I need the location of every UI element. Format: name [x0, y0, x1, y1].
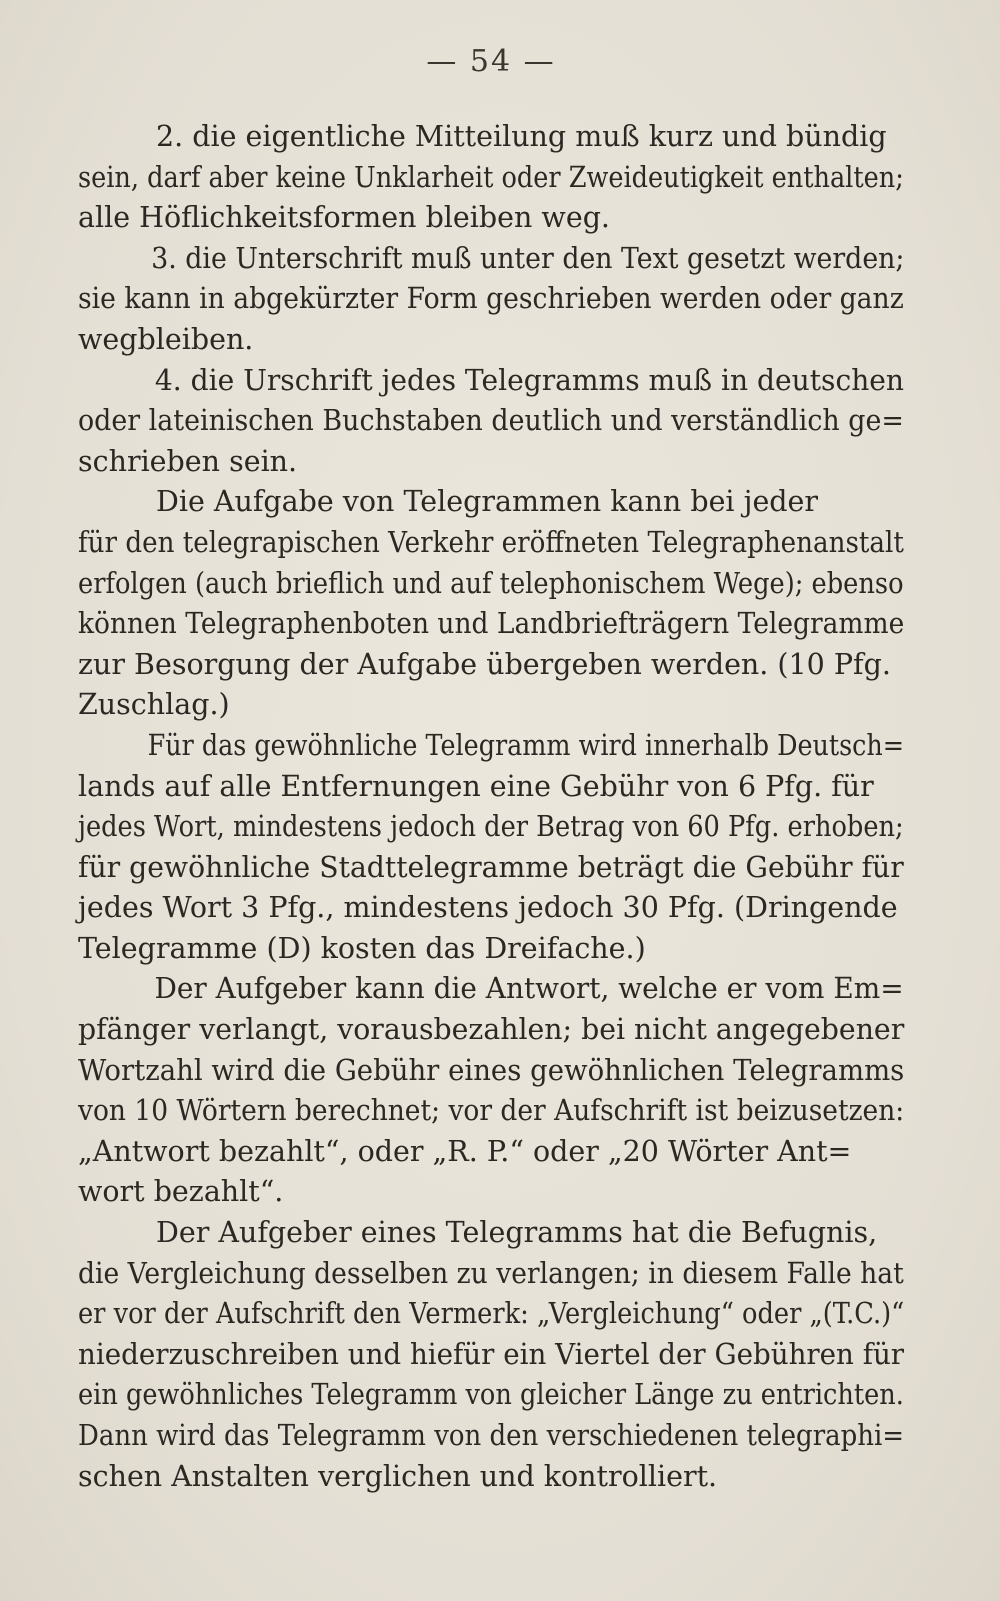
text-line: niederzuschreiben und hiefür ein Viertel der Gebühren für — [78, 1337, 905, 1371]
paragraph-comparison — [78, 1213, 904, 1497]
text-line: Die Aufgabe von Telegrammen kann bei jeder — [156, 485, 819, 519]
text-line: jedes Wort 3 Pfg., mindestens jedoch 30 Pfg. (Dringende — [78, 891, 898, 925]
text-line: können Telegraphenboten und Landbriefträgern Telegramme — [78, 607, 905, 641]
text-line: er vor der Aufschrift den Vermerk: „Vergleichung“ oder „(T.C.)“ — [78, 1297, 905, 1331]
page-number: — 54 — — [426, 44, 556, 79]
text-line: Der Aufgeber eines Telegramms hat die Befugnis, — [156, 1216, 878, 1250]
text-line: pfänger verlangt, vorausbezahlen; bei nicht angegebener — [78, 1013, 905, 1047]
text-line: wort bezahlt“. — [78, 1175, 284, 1209]
text-line: sein, darf aber keine Unklarheit oder Zweideutigkeit enthalten; — [78, 160, 904, 194]
text-line: ein gewöhnliches Telegramm von gleicher Länge zu entrichten. — [78, 1378, 904, 1412]
text-line: zur Besorgung der Aufgabe übergeben werden. (10 Pfg. — [78, 647, 891, 681]
paragraph-prepaid-reply — [78, 969, 904, 1213]
text-line: „Antwort bezahlt“, oder „R. P.“ oder „20 Wörter Ant= — [78, 1134, 852, 1168]
text-line: schrieben sein. — [78, 444, 298, 478]
list-item-2 — [78, 117, 904, 239]
text-line: Telegramme (D) kosten das Dreifache.) — [78, 931, 646, 965]
text-line: oder lateinischen Buchstaben deutlich und verständlich ge= — [78, 404, 904, 438]
text-line: jedes Wort, mindestens jedoch der Betrag von 60 Pfg. erhoben; — [78, 810, 904, 844]
text-line: erfolgen (auch brieflich und auf telephonischem Wege); ebenso — [78, 566, 904, 600]
paragraph-fees — [78, 726, 904, 970]
text-line: Für das gewöhnliche Telegramm wird innerhalb Deutsch= — [147, 728, 905, 762]
text-line: Zuschlag.) — [78, 688, 230, 722]
text-line: Wortzahl wird die Gebühr eines gewöhnlichen Telegramms — [78, 1053, 905, 1087]
list-item-4 — [78, 361, 904, 483]
text-line: für gewöhnliche Stadttelegramme beträgt die Gebühr für — [78, 850, 904, 884]
text-line: sie kann in abgekürzter Form geschrieben werden oder ganz — [78, 282, 904, 316]
text-line: Der Aufgeber kann die Antwort, welche er vom Em= — [154, 972, 904, 1006]
text-line: von 10 Wörtern berechnet; vor der Aufschrift ist beizusetzen: — [78, 1094, 905, 1128]
text-line: für den telegrapischen Verkehr eröffneten Telegraphenanstalt — [78, 525, 904, 559]
text-line: die Vergleichung desselben zu verlangen; in diesem Falle hat — [78, 1256, 904, 1290]
text-line: wegbleiben. — [78, 322, 254, 356]
paragraph-submission — [78, 482, 904, 726]
text-line: 2. die eigentliche Mitteilung muß kurz und bündig — [156, 120, 887, 153]
text-line: 3. die Unterschrift muß unter den Text gesetzt werden; — [151, 241, 905, 275]
text-line: lands auf alle Entfernungen eine Gebühr von 6 Pfg. für — [78, 769, 874, 803]
list-item-3 — [78, 239, 904, 361]
text-line: 4. die Urschrift jedes Telegramms muß in deutschen — [154, 363, 905, 397]
text-line: alle Höflichkeitsformen bleiben weg. — [78, 201, 610, 235]
text-line: schen Anstalten verglichen und kontrolliert. — [78, 1459, 718, 1493]
text-line: Dann wird das Telegramm von den verschiedenen telegraphi= — [78, 1419, 905, 1452]
